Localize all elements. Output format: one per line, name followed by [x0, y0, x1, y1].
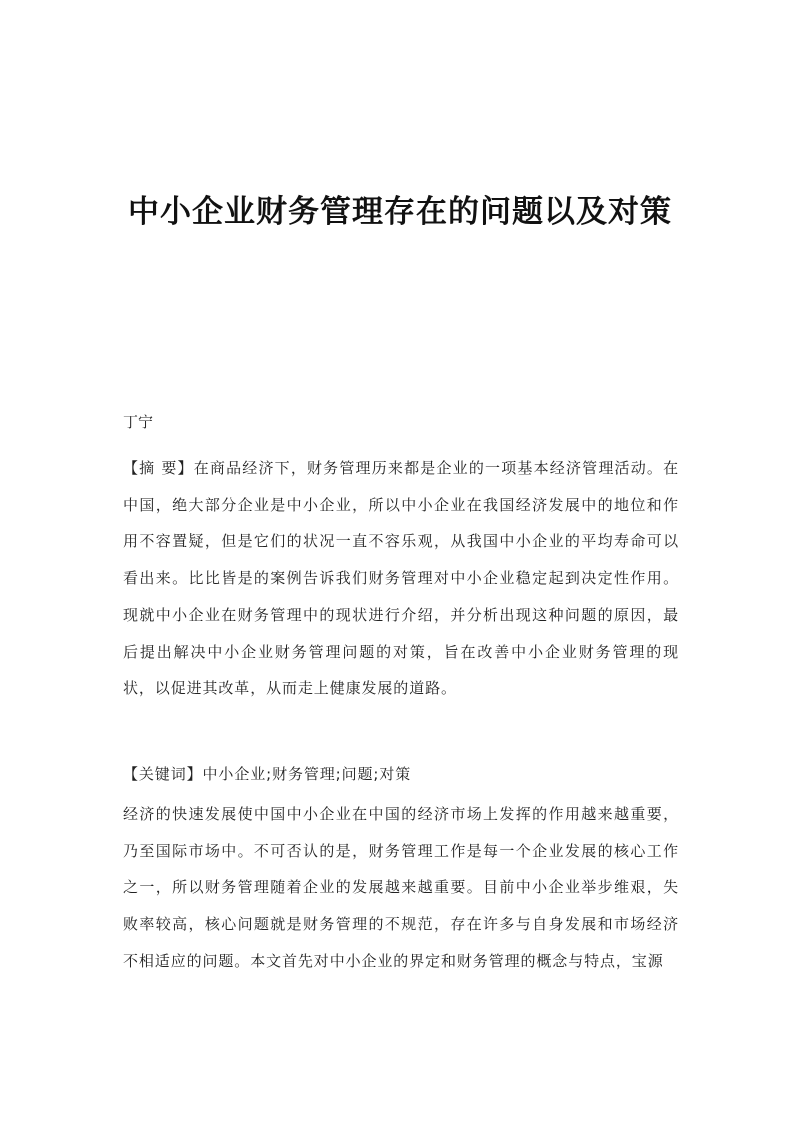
body-paragraph: 经济的快速发展使中国中小企业在中国的经济市场上发挥的作用越来越重要，乃至国际市场中。不可否认的是，财务管理工作是每一个企业发展的核心工作之一，所以财务管理随着企业的发展越来越重要。目前中小企业举步维艰，失败率较高，核心问题就是财务管理的不规范，存在许多与自身发展和市场经济不相适应的问题。本文首先对中小企业的界定和财务管理的概念与特点，宝源: [123, 805, 679, 970]
abstract-label: 【摘 要】: [123, 459, 194, 477]
keywords-paragraph: [123, 756, 679, 793]
keywords-text: 中小企业;财务管理;问题;对策: [202, 765, 412, 783]
abstract-text: 在商品经济下，财务管理历来都是企业的一项基本经济管理活动。在中国，绝大部分企业是中小企业，所以中小企业在我国经济发展中的地位和作用不容置疑，但是它们的状况一直不容乐观，从我国中小企业的平均寿命可以看出来。比比皆是的案例告诉我们财务管理对中小企业稳定起到决定性作用。现就中小企业在财务管理中的现状进行介绍，并分析出现这种问题的原因，最后提出解决中小企业财务管理问题的对策，旨在改善中小企业财务管理的现状，以促进其改革，从而走上健康发展的道路。: [123, 459, 679, 698]
keywords-label: 【关键词】: [123, 765, 203, 783]
document-title: 中小企业财务管理存在的问题以及对策: [128, 194, 672, 230]
author-name: 丁宁: [123, 413, 154, 431]
abstract-paragraph: [123, 450, 679, 707]
